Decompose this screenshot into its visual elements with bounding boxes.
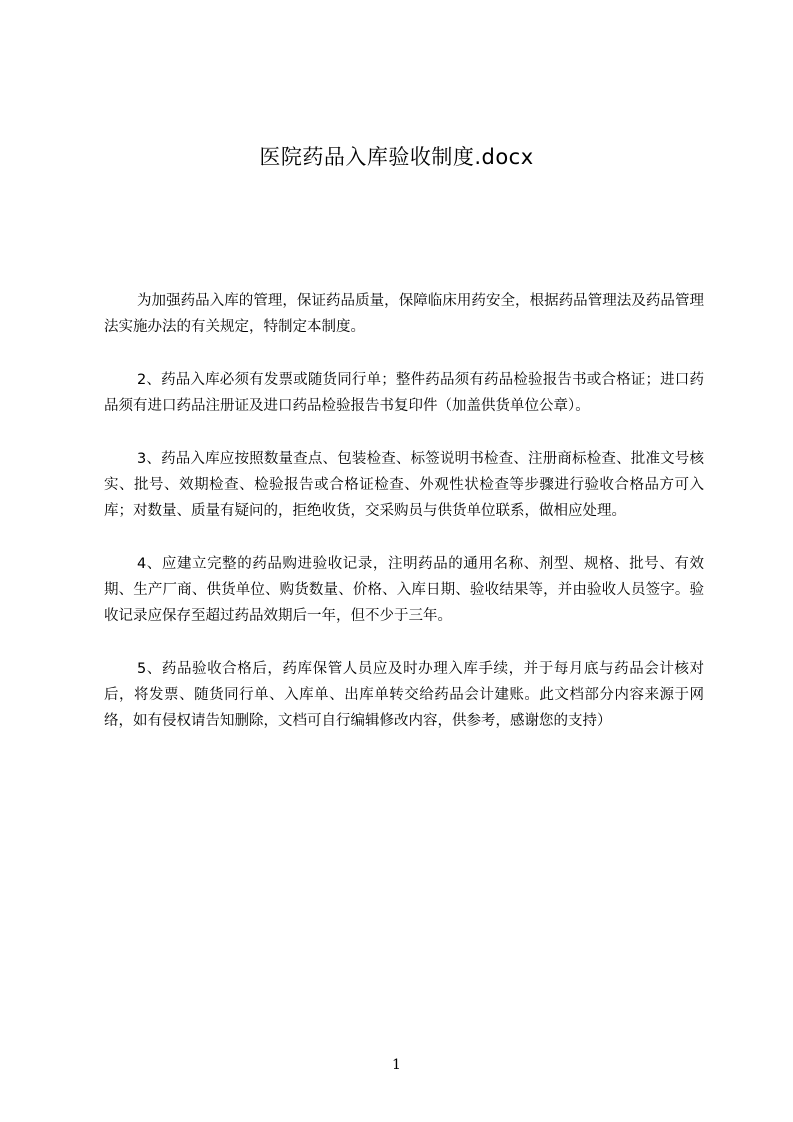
paragraph-item-3: 3、药品入库应按照数量查点、包装检查、标签说明书检查、注册商标检查、批准文号核实、批号、效期检查、检验报告或合格证检查、外观性状检查等步骤进行验收合格品方可入库；对数量、质量有疑问的，拒绝收货，交采购员与供货单位联系，做相应处理。 (104, 451, 704, 519)
paragraph-intro: 为加强药品入库的管理，保证药品质量，保障临床用药安全，根据药品管理法及药品管理法实施办法的有关规定，特制定本制度。 (104, 293, 704, 335)
document-body (104, 288, 704, 761)
document-title: 医院药品入库验收制度.docx (259, 145, 534, 169)
paragraph-item-2: 2、药品入库必须有发票或随货同行单；整件药品须有药品检验报告书或合格证；进口药品须有进口药品注册证及进口药品检验报告书复印件（加盖供货单位公章）。 (104, 372, 704, 414)
page-number: 1 (392, 1057, 401, 1073)
paragraph-item-5: 5、药品验收合格后，药库保管人员应及时办理入库手续，并于每月底与药品会计核对后，将发票、随货同行单、入库单、出库单转交给药品会计建账。此文档部分内容来源于网络，如有侵权请告知删除，文档可自行编辑修改内容，供参考，感谢您的支持） (104, 661, 704, 729)
paragraph-item-4: 4、应建立完整的药品购进验收记录，注明药品的通用名称、剂型、规格、批号、有效期、生产厂商、供货单位、购货数量、价格、入库日期、验收结果等，并由验收人员签字。验收记录应保存至超过药品效期后一年，但不少于三年。 (104, 556, 704, 624)
